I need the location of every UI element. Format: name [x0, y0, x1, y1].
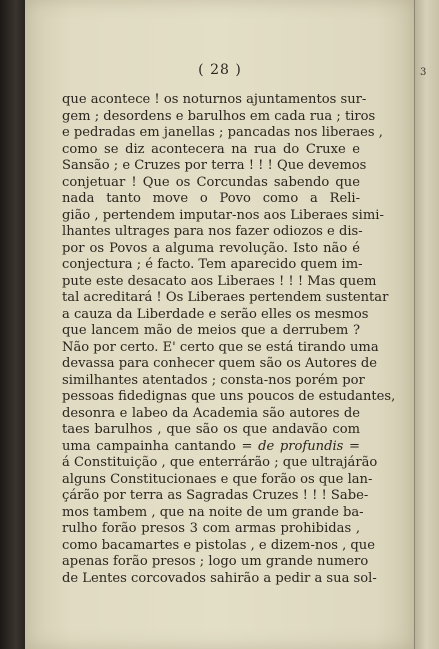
page-number: ( 28 ) [198, 62, 242, 78]
text-line: nada tanto move o Povo como a Reli- [62, 191, 360, 206]
text-line: apenas forão presos ; logo um grande numero [62, 554, 369, 569]
book-spine-shadow [0, 0, 26, 649]
text-line: de Lentes corcovados sahirão a pedir a sua sol- [62, 570, 377, 586]
text-line: como bacamartes e pistolas , e dizem-nos , que [62, 537, 375, 553]
text-line: gião , pertendem imputar-nos aos Liberaes simi- [62, 207, 384, 223]
text-line: a cauza da Liberdade e serão elles os mesmos [62, 306, 369, 322]
text-line: como se diz acontecera na rua do Cruxe e [62, 141, 360, 157]
body-text [62, 92, 396, 587]
text-line: e pedradas em janellas ; pancadas nos liberaes , [62, 125, 383, 140]
text-line: por os Povos a alguma revolução. Isto não é [62, 240, 360, 256]
text-line: rulho forão presos 3 com armas prohibidas , [62, 521, 360, 536]
text-line: que acontece ! os noturnos ajuntamentos sur- [62, 92, 367, 107]
text-line: pessoas fidedignas que uns poucos de estudantes, [62, 389, 396, 404]
text-line: lhantes ultrages para nos fazer odiozos e dis- [62, 224, 363, 239]
text-line: alguns Constitucionaes e que forão os que lan- [62, 471, 373, 487]
book-page [25, 0, 415, 649]
text-line: mos tambem , que na noite de um grande ba- [62, 504, 364, 520]
text-line: que lancem mão de meios que a derrubem ? [62, 323, 360, 338]
text-line: taes barulhos , que são os que andavão com [62, 422, 360, 437]
next-page-mark: 3 [420, 67, 427, 78]
text-line: tal acreditará ! Os Liberaes pertendem sustentar [62, 290, 389, 305]
text-line: uma campainha cantando = de profundis = [62, 438, 360, 454]
text-line: desonra e labeo da Academia são autores de [62, 405, 360, 421]
text-line: çárão por terra as Sagradas Cruzes ! ! ! Sabe- [62, 488, 369, 503]
text-line: Sansão ; e Cruzes por terra ! ! ! Que devemos [62, 158, 367, 173]
text-line: Não por certo. E' certo que se está tirando uma [62, 339, 379, 355]
next-page-edge [414, 0, 439, 649]
text-line: devassa para conhecer quem são os Autores de [62, 356, 378, 371]
text-line: pute este desacato aos Liberaes ! ! ! Mas quem [62, 273, 377, 289]
text-line: á Constituição , que enterrárão ; que ultrajárão [62, 455, 378, 470]
text-line: gem ; desordens e barulhos em cada rua ; tiros [62, 108, 376, 124]
text-line: similhantes atentados ; consta-nos porém por [62, 372, 365, 388]
text-line: conjectura ; é facto. Tem aparecido quem im- [62, 257, 363, 272]
text-line: conjetuar ! Que os Corcundas sabendo que [62, 174, 360, 190]
